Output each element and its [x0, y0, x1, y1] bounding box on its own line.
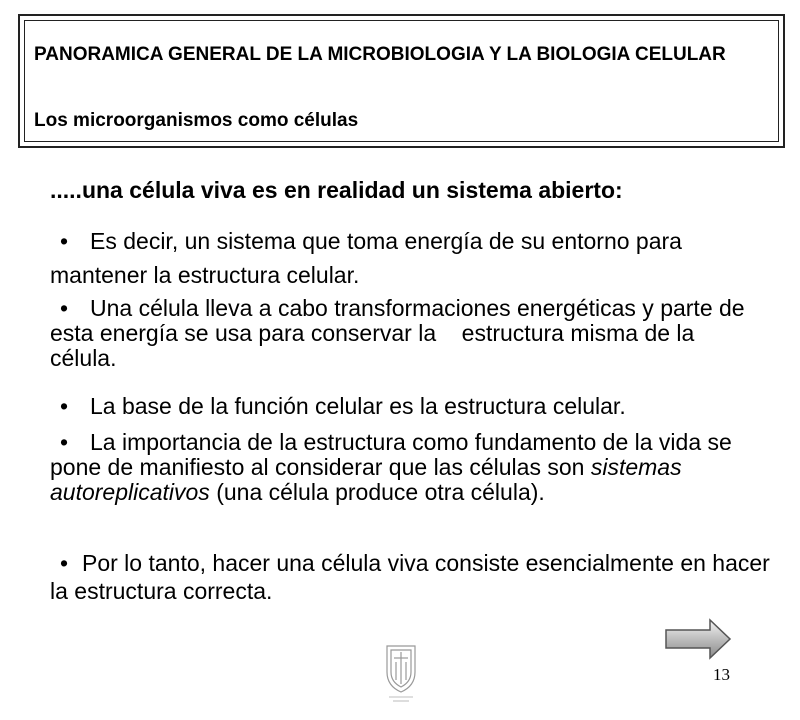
paragraph-text: La base de la función celular es la estructura celular.: [90, 393, 626, 419]
paragraph-text: Una célula lleva a cabo transformaciones energéticas y parte de esta energía se usa para conservar la estructura misma de la célula.: [50, 295, 751, 371]
university-logo-icon: [383, 642, 419, 708]
paragraph-text: La importancia de la estructura como fundamento de la vida se pone de manifiesto al considerar que las células son: [50, 429, 745, 480]
bullet-paragraph-5: [50, 549, 770, 605]
bullet-paragraph-2: [50, 296, 770, 371]
header-subtitle: Los microorganismos como células: [34, 110, 359, 131]
page-number: 13: [713, 665, 730, 684]
bullet-icon: •: [60, 228, 69, 254]
paragraph-text-end: (una célula produce otra célula).: [209, 479, 545, 505]
bullet-icon: •: [60, 429, 69, 455]
bullet-icon: •: [60, 295, 69, 321]
italic-term-autoreplicativos: autoreplicativos: [50, 479, 210, 505]
bullet-icon: •: [60, 393, 69, 419]
bullet-paragraph-1: [50, 224, 770, 292]
bullet-paragraph-3: [50, 392, 770, 420]
italic-term-sistemas: sistemas: [590, 454, 682, 480]
paragraph-text: Por lo tanto, hacer una célula viva consiste esencialmente en hacer la estructura correcta.: [50, 550, 770, 604]
slide-heading: .....una célula viva es en realidad un sistema abierto:: [50, 177, 623, 203]
bullet-paragraph-4: [50, 430, 770, 505]
bullet-icon: •: [60, 550, 69, 576]
header-box: [18, 14, 785, 148]
paragraph-text: Es decir, un sistema que toma energía de su entorno para mantener la estructura celular.: [50, 228, 682, 288]
paragraph-spacing: [682, 454, 720, 480]
header-title: PANORAMICA GENERAL DE LA MICROBIOLOGIA Y LA BIOLOGIA CELULAR: [34, 44, 726, 65]
right-arrow-icon[interactable]: [664, 618, 732, 660]
